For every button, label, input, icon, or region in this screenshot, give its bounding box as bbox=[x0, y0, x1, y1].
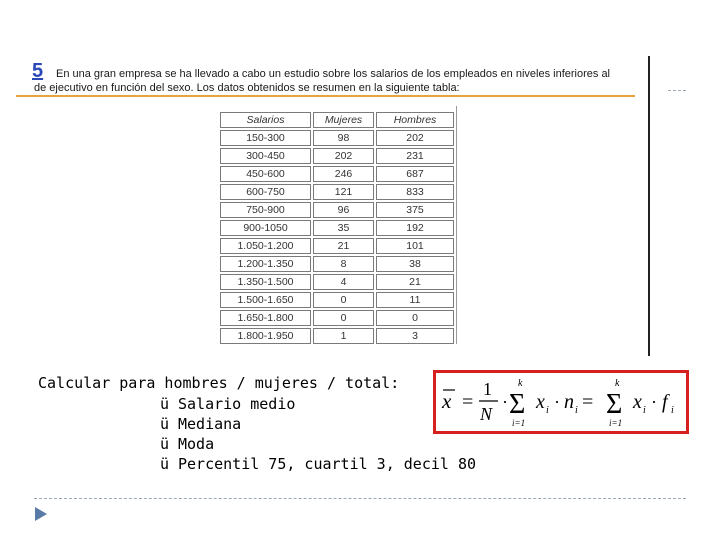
cell-salario: 900-1050 bbox=[220, 220, 311, 236]
orange-rule bbox=[16, 95, 635, 97]
f-variable: f bbox=[662, 391, 668, 413]
checkmark-icon: ü bbox=[160, 395, 170, 413]
intro-line-2: de ejecutivo en función del sexo. Los datos obtenidos se resumen en la siguiente tabla: bbox=[34, 82, 460, 94]
cell-hombres: 375 bbox=[376, 202, 454, 218]
vertical-divider bbox=[648, 56, 650, 356]
cell-salario: 1.350-1.500 bbox=[220, 274, 311, 290]
cell-mujeres: 21 bbox=[313, 238, 374, 254]
cell-salario: 1.500-1.650 bbox=[220, 292, 311, 308]
cell-mujeres: 4 bbox=[313, 274, 374, 290]
cell-hombres: 202 bbox=[376, 130, 454, 146]
table-row bbox=[220, 328, 454, 344]
x-variable: x bbox=[633, 391, 642, 413]
cell-hombres: 101 bbox=[376, 238, 454, 254]
sum-lower-limit: i=1 bbox=[512, 418, 526, 428]
table-row bbox=[220, 202, 454, 218]
cell-salario: 1.050-1.200 bbox=[220, 238, 311, 254]
task-item-label: Mediana bbox=[178, 415, 242, 433]
table-row bbox=[220, 184, 454, 200]
f-subscript: i bbox=[671, 405, 674, 416]
xbar-symbol: x bbox=[442, 389, 452, 413]
table-header-row bbox=[220, 112, 454, 128]
intro-line-1: En una gran empresa se ha llevado a cabo un estudio sobre los salarios de los empleados en niveles inferiores al bbox=[56, 68, 611, 80]
list-item bbox=[160, 454, 476, 474]
table-row bbox=[220, 256, 454, 272]
cell-hombres: 192 bbox=[376, 220, 454, 236]
dot-operator: · bbox=[554, 392, 560, 412]
list-item bbox=[160, 434, 476, 454]
x-variable: x bbox=[536, 391, 545, 413]
task-list bbox=[160, 394, 476, 474]
mean-formula-box bbox=[433, 370, 689, 434]
cell-salario: 600-750 bbox=[220, 184, 311, 200]
table-row bbox=[220, 238, 454, 254]
cell-salario: 750-900 bbox=[220, 202, 311, 218]
cell-hombres: 21 bbox=[376, 274, 454, 290]
fraction-numerator: 1 bbox=[483, 379, 492, 399]
checkmark-icon: ü bbox=[160, 415, 170, 433]
dashed-separator bbox=[34, 498, 686, 499]
n-variable: n bbox=[564, 391, 574, 413]
table-row bbox=[220, 148, 454, 164]
task-prompt: Calcular para hombres / mujeres / total: bbox=[38, 374, 400, 392]
cell-hombres: 3 bbox=[376, 328, 454, 344]
equals-sign: = bbox=[582, 391, 594, 413]
cell-salario: 1.800-1.950 bbox=[220, 328, 311, 344]
cell-mujeres: 0 bbox=[313, 292, 374, 308]
sigma-icon: Σ bbox=[606, 389, 623, 420]
sigma-icon: Σ bbox=[509, 389, 526, 420]
x-subscript: i bbox=[546, 405, 549, 416]
table-row bbox=[220, 130, 454, 146]
checkmark-icon: ü bbox=[160, 435, 170, 453]
cell-salario: 450-600 bbox=[220, 166, 311, 182]
header-mujeres: Mujeres bbox=[313, 112, 374, 128]
dot-operator: · bbox=[651, 392, 657, 412]
cell-mujeres: 0 bbox=[313, 310, 374, 326]
cell-mujeres: 246 bbox=[313, 166, 374, 182]
checkmark-icon: ü bbox=[160, 455, 170, 473]
cell-mujeres: 8 bbox=[313, 256, 374, 272]
table-row bbox=[220, 166, 454, 182]
exercise-intro bbox=[34, 67, 646, 95]
triangle-bullet-icon bbox=[34, 506, 48, 522]
cell-mujeres: 202 bbox=[313, 148, 374, 164]
cell-salario: 300-450 bbox=[220, 148, 311, 164]
dot-operator: · bbox=[502, 392, 508, 412]
list-item bbox=[160, 394, 476, 414]
header-hombres: Hombres bbox=[376, 112, 454, 128]
task-item-label: Moda bbox=[178, 435, 215, 453]
dashed-marker bbox=[668, 90, 686, 91]
salary-table bbox=[218, 110, 456, 346]
cell-hombres: 231 bbox=[376, 148, 454, 164]
header-salarios: Salarios bbox=[220, 112, 311, 128]
sum-lower-limit: i=1 bbox=[609, 418, 623, 428]
cell-mujeres: 98 bbox=[313, 130, 374, 146]
cell-salario: 1.650-1.800 bbox=[220, 310, 311, 326]
cell-salario: 150-300 bbox=[220, 130, 311, 146]
table-row bbox=[220, 274, 454, 290]
table-row bbox=[220, 310, 454, 326]
sum-upper-limit: k bbox=[615, 378, 620, 389]
cell-hombres: 833 bbox=[376, 184, 454, 200]
cell-hombres: 38 bbox=[376, 256, 454, 272]
list-item bbox=[160, 414, 476, 434]
cell-hombres: 687 bbox=[376, 166, 454, 182]
cell-mujeres: 1 bbox=[313, 328, 374, 344]
sum-upper-limit: k bbox=[518, 378, 523, 389]
cell-salario: 1.200-1.350 bbox=[220, 256, 311, 272]
x-subscript: i bbox=[643, 405, 646, 416]
n-subscript: i bbox=[575, 405, 578, 416]
exercise-number: 5 bbox=[32, 60, 44, 82]
fraction-denominator: N bbox=[480, 404, 493, 424]
table-row bbox=[220, 220, 454, 236]
cell-hombres: 11 bbox=[376, 292, 454, 308]
cell-mujeres: 35 bbox=[313, 220, 374, 236]
task-item-label: Salario medio bbox=[178, 395, 296, 413]
cell-mujeres: 121 bbox=[313, 184, 374, 200]
cell-mujeres: 96 bbox=[313, 202, 374, 218]
equals-sign: = bbox=[462, 391, 474, 413]
mean-formula bbox=[436, 373, 686, 431]
task-item-label: Percentil 75, cuartil 3, decil 80 bbox=[178, 455, 477, 473]
table-row bbox=[220, 292, 454, 308]
cell-hombres: 0 bbox=[376, 310, 454, 326]
